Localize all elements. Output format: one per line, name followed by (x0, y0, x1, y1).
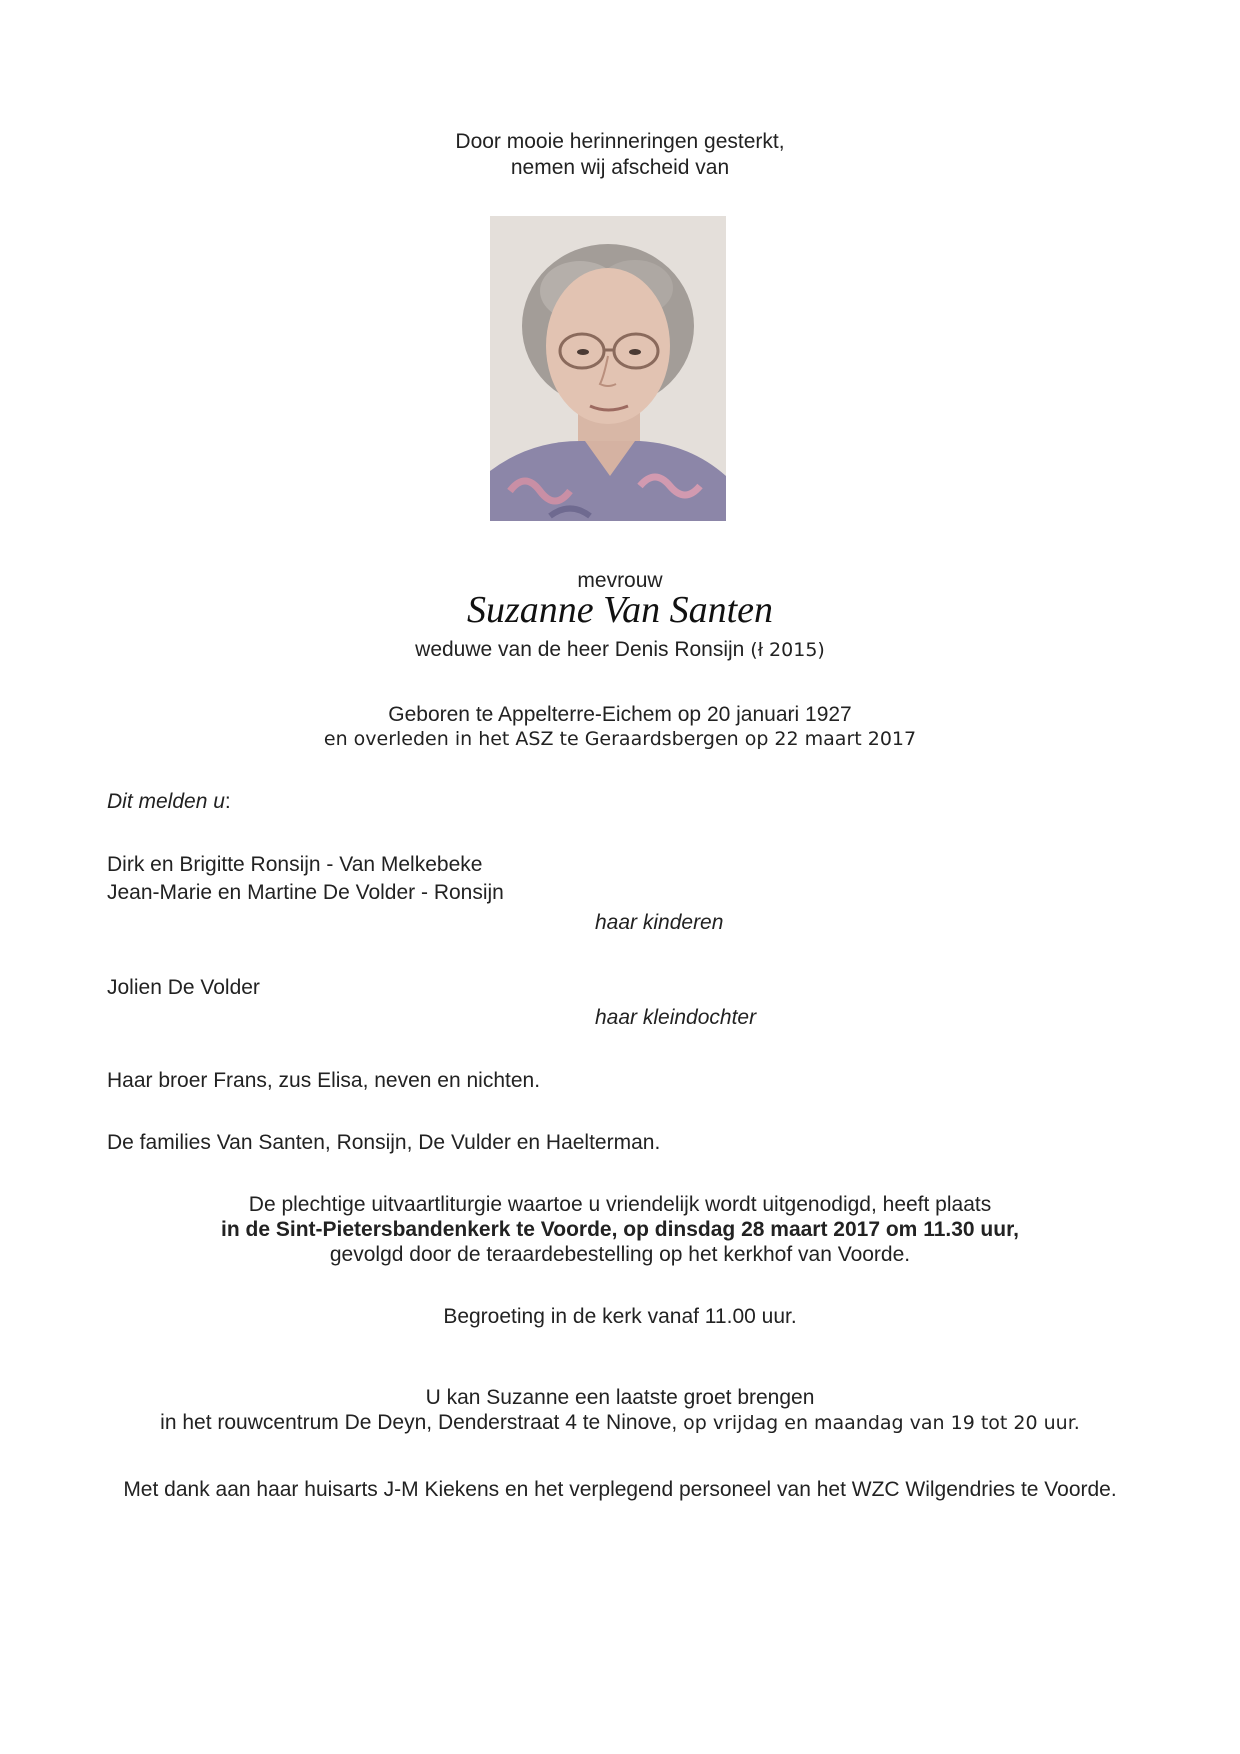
spouse-text: weduwe van de heer Denis Ronsijn (415, 638, 745, 661)
announce-heading (107, 789, 231, 815)
birth-line: Geboren te Appelterre-Eichem op 20 januari 1927 (388, 703, 852, 726)
portrait-illustration (490, 216, 726, 521)
deceased-title: mevrouw (577, 569, 663, 592)
siblings-line: Haar broer Frans, zus Elisa, neven en nichten. (107, 1069, 541, 1092)
grandchild: Jolien De Volder (107, 976, 260, 999)
spouse-death-year: (ł 2015) (750, 639, 825, 661)
child-2: Jean-Marie en Martine De Volder - Ronsijn (107, 881, 504, 904)
intro-line-1: Door mooie herinneringen gesterkt, (455, 130, 785, 153)
announce-heading-text: Dit melden u (107, 790, 225, 813)
intro-line-2: nemen wij afscheid van (510, 156, 730, 179)
announce-heading-colon: : (224, 790, 231, 813)
child-1: Dirk en Brigitte Ronsijn - Van Melkebeke (107, 853, 483, 876)
ceremony-line-1: De plechtige uitvaartliturgie waartoe u vriendelijk wordt uitgenodigd, heeft plaats (248, 1193, 992, 1216)
grandchild-role: haar kleindochter (595, 1006, 757, 1029)
spouse-line (0, 637, 1240, 663)
portrait-photo (490, 216, 726, 521)
children-role: haar kinderen (595, 911, 724, 934)
ceremony-line-3: gevolgd door de teraardebestelling op het kerkhof van Voorde. (329, 1243, 911, 1266)
visitation-line-2 (0, 1410, 1240, 1436)
death-line: en overleden in het ASZ te Geraardsbergen op 22 maart 2017 (323, 728, 917, 750)
greeting-line: Begroeting in de kerk vanaf 11.00 uur. (443, 1305, 797, 1328)
deceased-name: Suzanne Van Santen (466, 589, 774, 631)
visitation-place: in het rouwcentrum De Deyn, Denderstraat 4 te Ninove, (160, 1411, 678, 1434)
visitation-hours: op vrijdag en maandag van 19 tot 20 uur. (683, 1412, 1080, 1434)
visitation-line-1: U kan Suzanne een laatste groet brengen (425, 1386, 815, 1409)
ceremony-line-2: in de Sint-Pietersbandenkerk te Voorde, op dinsdag 28 maart 2017 om 11.30 uur, (221, 1218, 1019, 1241)
thanks-line: Met dank aan haar huisarts J-M Kiekens en het verplegend personeel van het WZC Wilgendries te Voorde. (123, 1478, 1117, 1501)
families-line: De families Van Santen, Ronsijn, De Vulder en Haelterman. (107, 1131, 661, 1154)
